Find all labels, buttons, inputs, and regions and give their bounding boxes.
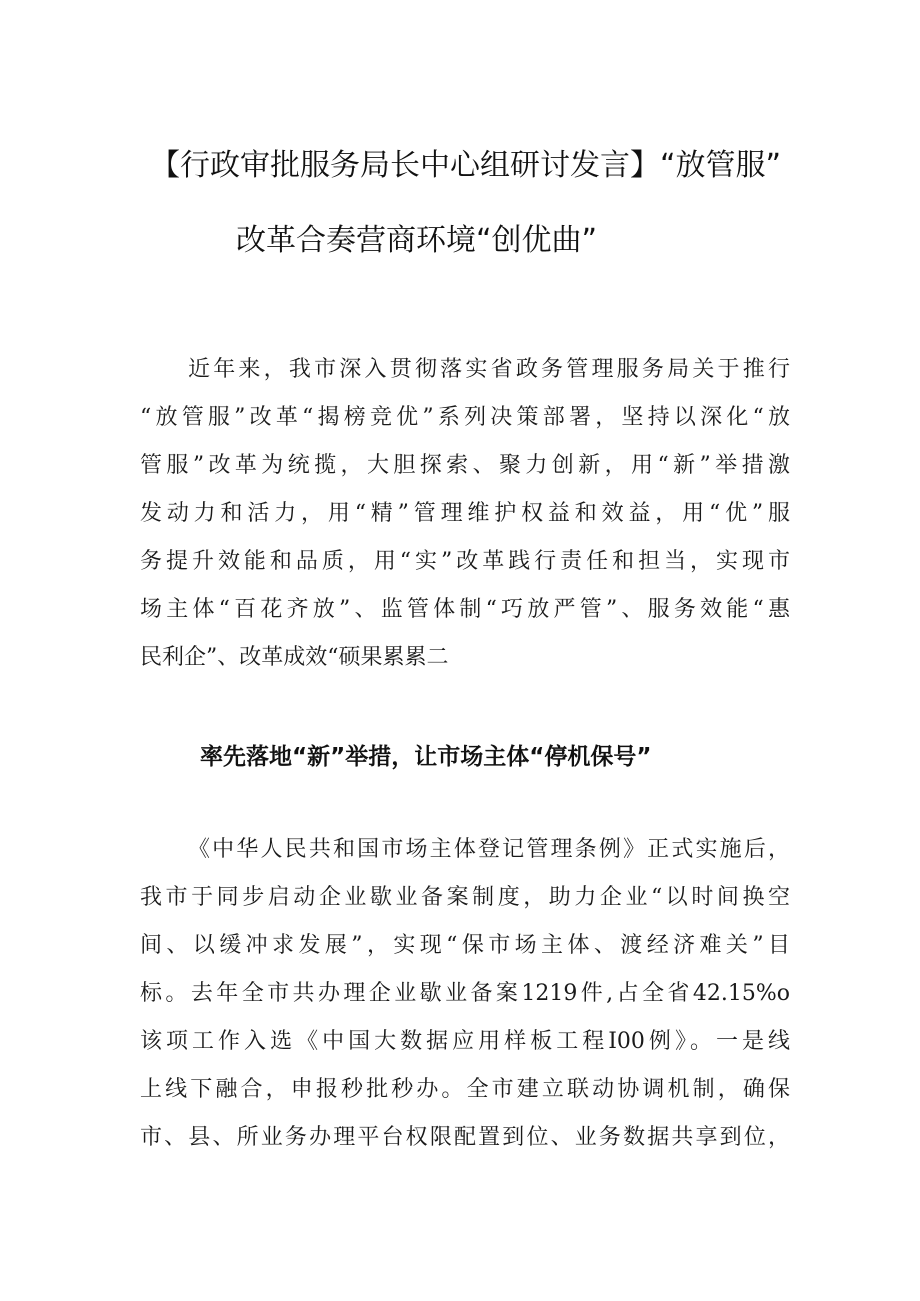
paragraph-line: 我市于同步启动企业歇业备案制度，助力企业“以时间换空 xyxy=(140,885,790,910)
document-title-line-2: 改革合奏营商环境“创优曲” xyxy=(236,223,598,258)
paragraph-line: 发动力和活力，用“精”管理维护权益和效益，用“优”服 xyxy=(140,501,790,526)
paragraph-line: 标。去年全市共办理企业歇业备案1219件,占全省42.15%o xyxy=(140,981,790,1006)
paragraph-line: 市、县、所业务办理平台权限配置到位、业务数据共享到位， xyxy=(140,1125,790,1150)
paragraph-line: 《中华人民共和国市场主体登记管理条例》正式实施后， xyxy=(188,837,790,862)
paragraph-line: 场主体“百花齐放”、监管体制“巧放严管”、服务效能“惠 xyxy=(140,597,790,622)
paragraph-line: 间、以缓冲求发展”，实现“保市场主体、渡经济难关”目 xyxy=(140,933,790,958)
body-paragraph xyxy=(140,826,790,1162)
paragraph-line: 务提升效能和品质，用“实”改革践行责任和担当，实现市 xyxy=(140,549,790,574)
intro-paragraph xyxy=(140,346,790,682)
paragraph-line: 该项工作入选《中国大数据应用样板工程I00例》。一是线 xyxy=(140,1029,790,1054)
paragraph-line: 上线下融合，申报秒批秒办。全市建立联动协调机制，确保 xyxy=(140,1077,790,1102)
paragraph-line: “放管服”改革“揭榜竞优”系列决策部署，坚持以深化“放 xyxy=(140,405,790,430)
section-heading: 率先落地“新”举措，让市场主体“停机保号” xyxy=(200,744,652,770)
paragraph-line: 近年来，我市深入贯彻落实省政务管理服务局关于推行 xyxy=(188,357,790,382)
paragraph-line: 民利企”、改革成效“硕果累累二 xyxy=(140,645,449,670)
document-title-line-1: 【行政审批服务局长中心组研讨发言】“放管服” xyxy=(150,148,782,183)
paragraph-line: 管服”改革为统揽，大胆探索、聚力创新，用“新”举措激 xyxy=(140,453,790,478)
